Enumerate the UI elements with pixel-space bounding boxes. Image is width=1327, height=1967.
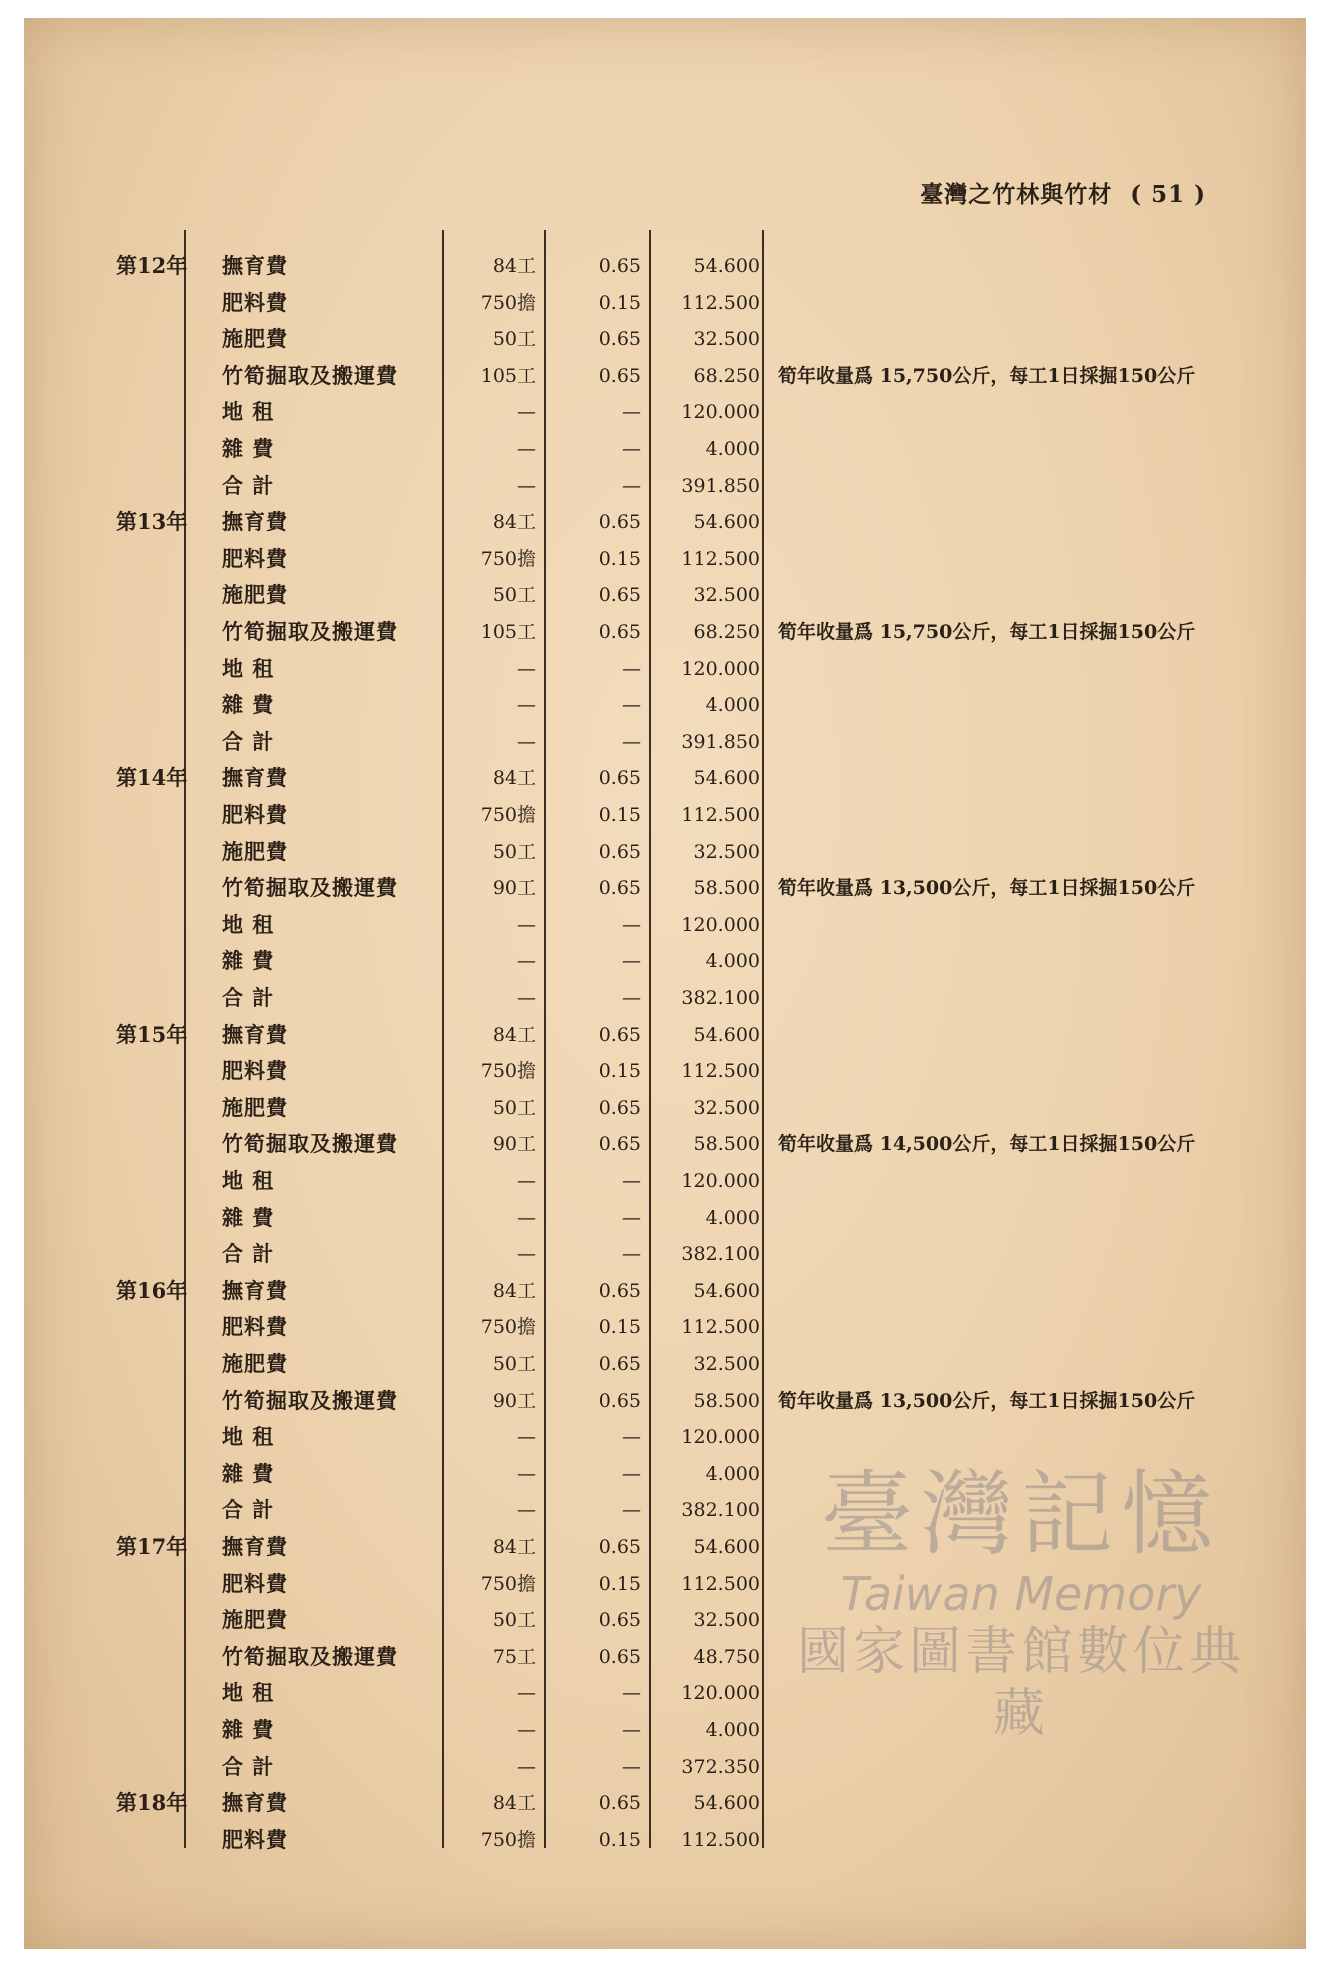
item-cell: 竹筍掘取及搬運費 xyxy=(222,1387,398,1413)
item-cell: 施肥費 xyxy=(222,1094,288,1120)
table-row xyxy=(24,504,1306,540)
watermark-chinese: 臺灣記憶 xyxy=(820,1461,1221,1568)
unit-price-cell: 0.65 xyxy=(598,1389,641,1412)
item-cell: 肥料費 xyxy=(222,1058,288,1084)
quantity-cell: — xyxy=(517,1426,536,1449)
table-row xyxy=(24,1309,1306,1345)
item-cell: 雜 費 xyxy=(222,436,275,461)
quantity-cell: — xyxy=(517,1206,536,1229)
table-row xyxy=(24,1200,1306,1236)
unit-price-cell: — xyxy=(622,1243,641,1266)
year-cell: 第18年 xyxy=(116,1790,188,1816)
table-row xyxy=(24,980,1306,1016)
item-cell: 施肥費 xyxy=(222,1607,288,1633)
table-row xyxy=(24,943,1306,979)
amount-cell: 382.100 xyxy=(681,1243,760,1266)
quantity-cell: 50工 xyxy=(492,840,536,863)
item-cell: 雜 費 xyxy=(222,948,275,974)
quantity-cell: — xyxy=(517,694,536,717)
amount-cell: 120.000 xyxy=(681,1426,760,1449)
note-cell: 筍年收量爲 14,500公斤，每工1日採掘150公斤 xyxy=(778,1133,1196,1156)
amount-cell: 112.500 xyxy=(681,1828,760,1851)
table-row xyxy=(24,1017,1306,1053)
item-cell: 雜 費 xyxy=(222,1460,275,1486)
amount-cell: 112.500 xyxy=(681,291,760,314)
amount-cell: 382.100 xyxy=(681,987,760,1009)
unit-price-cell: 0.65 xyxy=(598,1536,641,1558)
table-row xyxy=(24,577,1306,613)
table-row xyxy=(24,1419,1306,1455)
table-row xyxy=(24,834,1306,870)
item-cell: 地 租 xyxy=(222,655,275,681)
quantity-cell: 750擔 xyxy=(480,1316,536,1339)
amount-cell: 4.000 xyxy=(705,1719,760,1741)
year-cell: 第14年 xyxy=(116,765,188,791)
quantity-cell: 84工 xyxy=(492,1792,536,1815)
table-row xyxy=(24,431,1306,467)
unit-price-cell: 0.65 xyxy=(598,1353,641,1375)
watermark xyxy=(791,1463,1251,1745)
item-cell: 合 計 xyxy=(222,472,275,498)
quantity-cell: 750擔 xyxy=(480,291,536,314)
unit-price-cell: 0.65 xyxy=(598,364,641,387)
item-cell: 撫育費 xyxy=(222,509,288,535)
unit-price-cell: — xyxy=(622,987,641,1009)
quantity-cell: 750擔 xyxy=(480,804,536,826)
amount-cell: 391.850 xyxy=(681,474,760,497)
unit-price-cell: 0.65 xyxy=(598,1133,641,1156)
amount-cell: 48.750 xyxy=(693,1645,760,1668)
quantity-cell: 50工 xyxy=(492,1609,536,1632)
unit-price-cell: 0.15 xyxy=(598,291,641,314)
item-cell: 竹筍掘取及搬運費 xyxy=(222,1643,398,1669)
item-cell: 雜 費 xyxy=(222,692,275,718)
unit-price-cell: — xyxy=(622,1682,641,1705)
unit-price-cell: — xyxy=(622,1719,641,1741)
unit-price-cell: — xyxy=(622,1170,641,1192)
unit-price-cell: 0.15 xyxy=(598,547,641,570)
table-row xyxy=(24,1346,1306,1382)
year-cell: 第15年 xyxy=(116,1021,188,1047)
unit-price-cell: 0.65 xyxy=(598,1792,641,1815)
quantity-cell: — xyxy=(517,913,536,936)
item-cell: 地 租 xyxy=(222,1424,275,1450)
item-cell: 合 計 xyxy=(222,1241,275,1267)
table-row xyxy=(24,907,1306,943)
item-cell: 撫育費 xyxy=(222,1534,288,1559)
item-cell: 合 計 xyxy=(222,985,275,1010)
amount-cell: 382.100 xyxy=(681,1499,760,1522)
quantity-cell: — xyxy=(517,474,536,497)
unit-price-cell: 0.65 xyxy=(598,840,641,863)
quantity-cell: 105工 xyxy=(480,364,536,387)
quantity-cell: 50工 xyxy=(492,328,536,351)
item-cell: 竹筍掘取及搬運費 xyxy=(222,1131,398,1157)
unit-price-cell: 0.65 xyxy=(598,1279,641,1302)
amount-cell: 112.500 xyxy=(681,804,760,826)
year-cell: 第12年 xyxy=(116,253,188,278)
quantity-cell: 750擔 xyxy=(480,547,536,570)
quantity-cell: — xyxy=(517,1755,536,1778)
unit-price-cell: — xyxy=(622,694,641,717)
amount-cell: 120.000 xyxy=(681,1682,760,1705)
amount-cell: 54.600 xyxy=(693,1792,760,1815)
item-cell: 地 租 xyxy=(222,1168,275,1193)
amount-cell: 54.600 xyxy=(693,511,760,534)
item-cell: 施肥費 xyxy=(222,326,288,352)
document-page xyxy=(24,18,1306,1949)
item-cell: 地 租 xyxy=(222,399,275,425)
table-row xyxy=(24,687,1306,723)
unit-price-cell: 0.15 xyxy=(598,804,641,826)
item-cell: 施肥費 xyxy=(222,582,288,608)
quantity-cell: 50工 xyxy=(492,1353,536,1375)
amount-cell: 68.250 xyxy=(693,364,760,387)
quantity-cell: 84工 xyxy=(492,1023,536,1046)
unit-price-cell: 0.65 xyxy=(598,328,641,351)
unit-price-cell: 0.15 xyxy=(598,1060,641,1083)
unit-price-cell: 0.15 xyxy=(598,1316,641,1339)
note-cell: 筍年收量爲 13,500公斤，每工1日採掘150公斤 xyxy=(778,877,1196,900)
table-row xyxy=(24,1749,1306,1785)
table-row xyxy=(24,870,1306,906)
quantity-cell: 84工 xyxy=(492,255,536,277)
quantity-cell: 90工 xyxy=(492,1389,536,1412)
amount-cell: 4.000 xyxy=(705,950,760,973)
note-cell: 筍年收量爲 15,750公斤，每工1日採掘150公斤 xyxy=(778,621,1196,643)
unit-price-cell: — xyxy=(622,1462,641,1485)
item-cell: 施肥費 xyxy=(222,1351,288,1376)
amount-cell: 32.500 xyxy=(693,584,760,607)
item-cell: 合 計 xyxy=(222,1753,275,1779)
amount-cell: 58.500 xyxy=(693,877,760,900)
quantity-cell: — xyxy=(517,1499,536,1522)
amount-cell: 58.500 xyxy=(693,1133,760,1156)
item-cell: 施肥費 xyxy=(222,838,288,864)
amount-cell: 32.500 xyxy=(693,1353,760,1375)
amount-cell: 391.850 xyxy=(681,730,760,753)
page-header xyxy=(920,176,1206,209)
amount-cell: 112.500 xyxy=(681,1060,760,1083)
unit-price-cell: — xyxy=(622,657,641,680)
amount-cell: 54.600 xyxy=(693,1536,760,1558)
amount-cell: 112.500 xyxy=(681,1572,760,1595)
table-row xyxy=(24,651,1306,687)
item-cell: 合 計 xyxy=(222,728,275,754)
item-cell: 地 租 xyxy=(222,1680,275,1706)
amount-cell: 120.000 xyxy=(681,657,760,680)
quantity-cell: 84工 xyxy=(492,511,536,534)
item-cell: 竹筍掘取及搬運費 xyxy=(222,619,398,644)
item-cell: 肥料費 xyxy=(222,1826,288,1852)
quantity-cell: — xyxy=(517,730,536,753)
unit-price-cell: 0.65 xyxy=(598,511,641,534)
unit-price-cell: — xyxy=(622,913,641,936)
table-row xyxy=(24,358,1306,394)
quantity-cell: 50工 xyxy=(492,1096,536,1119)
amount-cell: 120.000 xyxy=(681,913,760,936)
amount-cell: 32.500 xyxy=(693,1609,760,1632)
amount-cell: 372.350 xyxy=(681,1755,760,1778)
quantity-cell: 84工 xyxy=(492,767,536,790)
quantity-cell: — xyxy=(517,401,536,424)
unit-price-cell: 0.65 xyxy=(598,1023,641,1046)
item-cell: 撫育費 xyxy=(222,1790,288,1816)
item-cell: 肥料費 xyxy=(222,1570,288,1596)
unit-price-cell: 0.65 xyxy=(598,1645,641,1668)
amount-cell: 112.500 xyxy=(681,547,760,570)
item-cell: 撫育費 xyxy=(222,1021,288,1047)
amount-cell: 68.250 xyxy=(693,621,760,643)
item-cell: 肥料費 xyxy=(222,545,288,571)
amount-cell: 54.600 xyxy=(693,1279,760,1302)
amount-cell: 58.500 xyxy=(693,1389,760,1412)
table-row xyxy=(24,541,1306,577)
year-cell: 第13年 xyxy=(116,509,188,535)
quantity-cell: 750擔 xyxy=(480,1572,536,1595)
table-row xyxy=(24,468,1306,504)
table-row xyxy=(24,1822,1306,1858)
unit-price-cell: 0.65 xyxy=(598,584,641,607)
amount-cell: 32.500 xyxy=(693,328,760,351)
table-row xyxy=(24,1273,1306,1309)
item-cell: 地 租 xyxy=(222,911,275,937)
item-cell: 雜 費 xyxy=(222,1204,275,1230)
unit-price-cell: 0.65 xyxy=(598,1609,641,1632)
item-cell: 肥料費 xyxy=(222,1314,288,1340)
quantity-cell: 90工 xyxy=(492,1133,536,1156)
quantity-cell: 90工 xyxy=(492,877,536,900)
table-row xyxy=(24,1090,1306,1126)
table-row xyxy=(24,248,1306,284)
table-row xyxy=(24,321,1306,357)
amount-cell: 32.500 xyxy=(693,840,760,863)
quantity-cell: — xyxy=(517,1682,536,1705)
quantity-cell: 75工 xyxy=(492,1645,536,1668)
amount-cell: 54.600 xyxy=(693,1023,760,1046)
unit-price-cell: 0.65 xyxy=(598,767,641,790)
table-row xyxy=(24,724,1306,760)
table-row xyxy=(24,760,1306,796)
book-title: 臺灣之竹林與竹材 xyxy=(920,181,1113,208)
amount-cell: 112.500 xyxy=(681,1316,760,1339)
unit-price-cell: — xyxy=(622,401,641,424)
unit-price-cell: — xyxy=(622,474,641,497)
table-row xyxy=(24,285,1306,321)
table-row xyxy=(24,1126,1306,1162)
note-cell: 筍年收量爲 15,750公斤，每工1日採掘150公斤 xyxy=(778,364,1196,387)
amount-cell: 120.000 xyxy=(681,401,760,424)
unit-price-cell: — xyxy=(622,1206,641,1229)
quantity-cell: — xyxy=(517,438,536,460)
table-row xyxy=(24,614,1306,650)
quantity-cell: 750擔 xyxy=(480,1060,536,1083)
quantity-cell: 105工 xyxy=(480,621,536,643)
item-cell: 肥料費 xyxy=(222,802,288,827)
watermark-library: 國家圖書館數位典藏 xyxy=(796,1622,1245,1744)
amount-cell: 4.000 xyxy=(705,1206,760,1229)
page-number: ( 51 ) xyxy=(1130,181,1206,208)
table-row xyxy=(24,394,1306,430)
item-cell: 撫育費 xyxy=(222,765,288,791)
unit-price-cell: 0.15 xyxy=(598,1828,641,1851)
quantity-cell: 84工 xyxy=(492,1279,536,1302)
item-cell: 竹筍掘取及搬運費 xyxy=(222,875,398,901)
unit-price-cell: 0.65 xyxy=(598,255,641,277)
unit-price-cell: — xyxy=(622,730,641,753)
amount-cell: 4.000 xyxy=(705,1462,760,1485)
table-row xyxy=(24,797,1306,833)
amount-cell: 4.000 xyxy=(705,694,760,717)
table-row xyxy=(24,1053,1306,1089)
year-cell: 第17年 xyxy=(116,1534,188,1559)
item-cell: 竹筍掘取及搬運費 xyxy=(222,362,398,388)
quantity-cell: — xyxy=(517,987,536,1009)
unit-price-cell: — xyxy=(622,1499,641,1522)
amount-cell: 4.000 xyxy=(705,438,760,460)
watermark-english: Taiwan Memory xyxy=(840,1567,1202,1621)
amount-cell: 32.500 xyxy=(693,1096,760,1119)
quantity-cell: — xyxy=(517,1719,536,1741)
unit-price-cell: 0.65 xyxy=(598,1096,641,1119)
unit-price-cell: — xyxy=(622,438,641,460)
unit-price-cell: — xyxy=(622,1426,641,1449)
unit-price-cell: 0.65 xyxy=(598,621,641,643)
quantity-cell: — xyxy=(517,950,536,973)
note-cell: 筍年收量爲 13,500公斤，每工1日採掘150公斤 xyxy=(778,1389,1196,1412)
amount-cell: 54.600 xyxy=(693,255,760,277)
unit-price-cell: 0.65 xyxy=(598,877,641,900)
unit-price-cell: — xyxy=(622,950,641,973)
item-cell: 雜 費 xyxy=(222,1717,275,1742)
quantity-cell: — xyxy=(517,1243,536,1266)
unit-price-cell: — xyxy=(622,1755,641,1778)
quantity-cell: 750擔 xyxy=(480,1828,536,1851)
table-row xyxy=(24,1236,1306,1272)
quantity-cell: — xyxy=(517,1462,536,1485)
quantity-cell: 50工 xyxy=(492,584,536,607)
item-cell: 合 計 xyxy=(222,1497,275,1523)
quantity-cell: — xyxy=(517,1170,536,1192)
amount-cell: 54.600 xyxy=(693,767,760,790)
quantity-cell: 84工 xyxy=(492,1536,536,1558)
amount-cell: 120.000 xyxy=(681,1170,760,1192)
item-cell: 肥料費 xyxy=(222,289,288,315)
table-row xyxy=(24,1785,1306,1821)
item-cell: 撫育費 xyxy=(222,1277,288,1303)
unit-price-cell: 0.15 xyxy=(598,1572,641,1595)
item-cell: 撫育費 xyxy=(222,253,288,278)
year-cell: 第16年 xyxy=(116,1277,188,1303)
table-row xyxy=(24,1163,1306,1199)
quantity-cell: — xyxy=(517,657,536,680)
table-row xyxy=(24,1383,1306,1419)
